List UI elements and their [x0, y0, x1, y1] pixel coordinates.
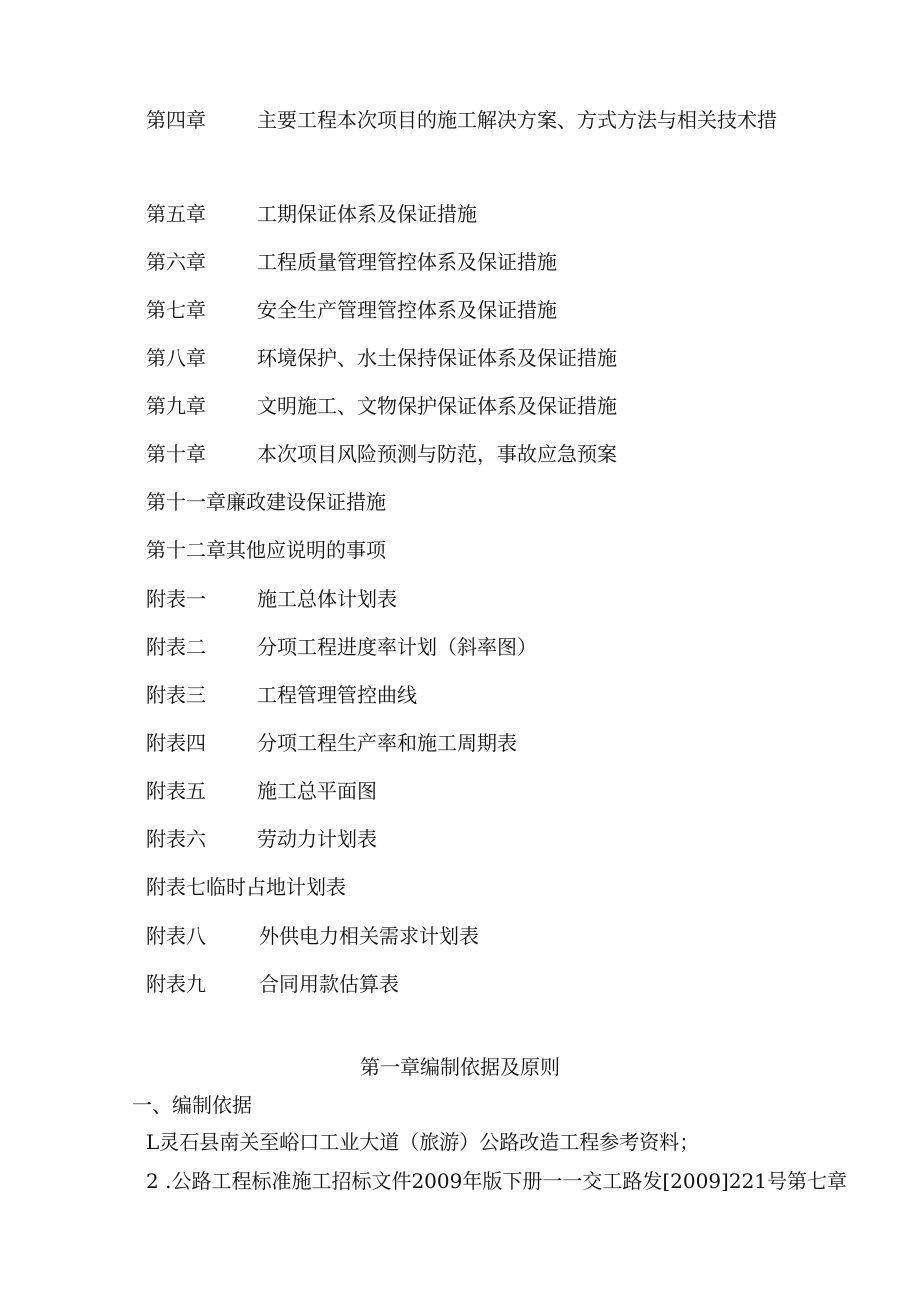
- toc-entry-text: 第十一章廉政建设保证措施: [146, 490, 386, 514]
- toc-entry-number: 第十章: [146, 442, 206, 466]
- toc-entry-number: 第七章: [146, 298, 206, 322]
- toc-entry-title: 外供电力相关需求计划表: [259, 924, 479, 948]
- toc-entry-appendix-6: [146, 824, 377, 854]
- toc-entry-appendix-7: [146, 872, 346, 902]
- toc-entry-number: 附表九: [146, 972, 206, 996]
- toc-entry-title: 施工总体计划表: [257, 587, 397, 611]
- toc-entry-title: 本次项目风险预测与防范，事故应急预案: [257, 442, 617, 466]
- toc-entry-chapter-9: [146, 391, 617, 421]
- toc-entry-number: 附表四: [146, 731, 206, 755]
- toc-entry-title: 合同用款估算表: [259, 972, 399, 996]
- chapter-heading: 第一章编制依据及原则: [360, 1055, 560, 1079]
- toc-entry-chapter-11: [146, 487, 386, 517]
- toc-entry-chapter-4: [146, 105, 777, 135]
- toc-entry-title: 工期保证体系及保证措施: [257, 202, 477, 226]
- toc-entry-title: 劳动力计划表: [257, 827, 377, 851]
- toc-entry-appendix-9: [146, 969, 399, 999]
- toc-entry-appendix-2: [146, 632, 537, 662]
- toc-entry-title: 环境保护、水土保持保证体系及保证措施: [257, 346, 617, 370]
- toc-entry-title: 安全生产管理管控体系及保证措施: [257, 298, 557, 322]
- toc-entry-number: 附表八: [146, 924, 206, 948]
- toc-entry-title: 施工总平面图: [257, 779, 377, 803]
- toc-entry-number: 第五章: [146, 202, 206, 226]
- toc-entry-number: 附表五: [146, 779, 206, 803]
- toc-entry-number: 第六章: [146, 250, 206, 274]
- toc-entry-chapter-5: [146, 199, 477, 229]
- toc-entry-chapter-8: [146, 343, 617, 373]
- toc-entry-number: 第四章: [146, 108, 206, 132]
- toc-entry-appendix-3: [146, 680, 417, 710]
- toc-entry-title: 分项工程进度率计划（斜率图）: [257, 635, 537, 659]
- toc-entry-title: 主要工程本次项目的施工解决方案、方式方法与相关技术措: [257, 108, 777, 132]
- toc-entry-number: 第八章: [146, 346, 206, 370]
- toc-entry-number: 附表六: [146, 827, 206, 851]
- toc-entry-appendix-8: [146, 921, 479, 951]
- toc-entry-number: 附表一: [146, 587, 206, 611]
- toc-entry-title: 工程管理管控曲线: [257, 683, 417, 707]
- toc-entry-chapter-12: [146, 535, 386, 565]
- toc-entry-number: 附表二: [146, 635, 206, 659]
- toc-entry-title: 文明施工、文物保护保证体系及保证措施: [257, 394, 617, 418]
- toc-entry-title: 工程质量管理管控体系及保证措施: [257, 250, 557, 274]
- toc-entry-appendix-1: [146, 584, 397, 614]
- toc-entry-number: 附表三: [146, 683, 206, 707]
- toc-entry-chapter-7: [146, 295, 557, 325]
- toc-entry-text: 附表七临时占地计划表: [146, 875, 346, 899]
- toc-entry-number: 第九章: [146, 394, 206, 418]
- toc-entry-chapter-10: [146, 439, 617, 469]
- body-paragraph-line: L灵石县南关至峪口工业大道（旅游）公路改造工程参考资料；: [146, 1130, 700, 1154]
- body-paragraph-line: 2 .公路工程标准施工招标文件2009年版下册一一交工路发[2009]221号第七章: [146, 1169, 848, 1193]
- section-heading: 一、编制依据: [132, 1093, 252, 1117]
- toc-entry-appendix-4: [146, 728, 517, 758]
- toc-entry-title: 分项工程生产率和施工周期表: [257, 731, 517, 755]
- toc-entry-text: 第十二章其他应说明的事项: [146, 538, 386, 562]
- toc-entry-chapter-6: [146, 247, 557, 277]
- toc-entry-appendix-5: [146, 776, 377, 806]
